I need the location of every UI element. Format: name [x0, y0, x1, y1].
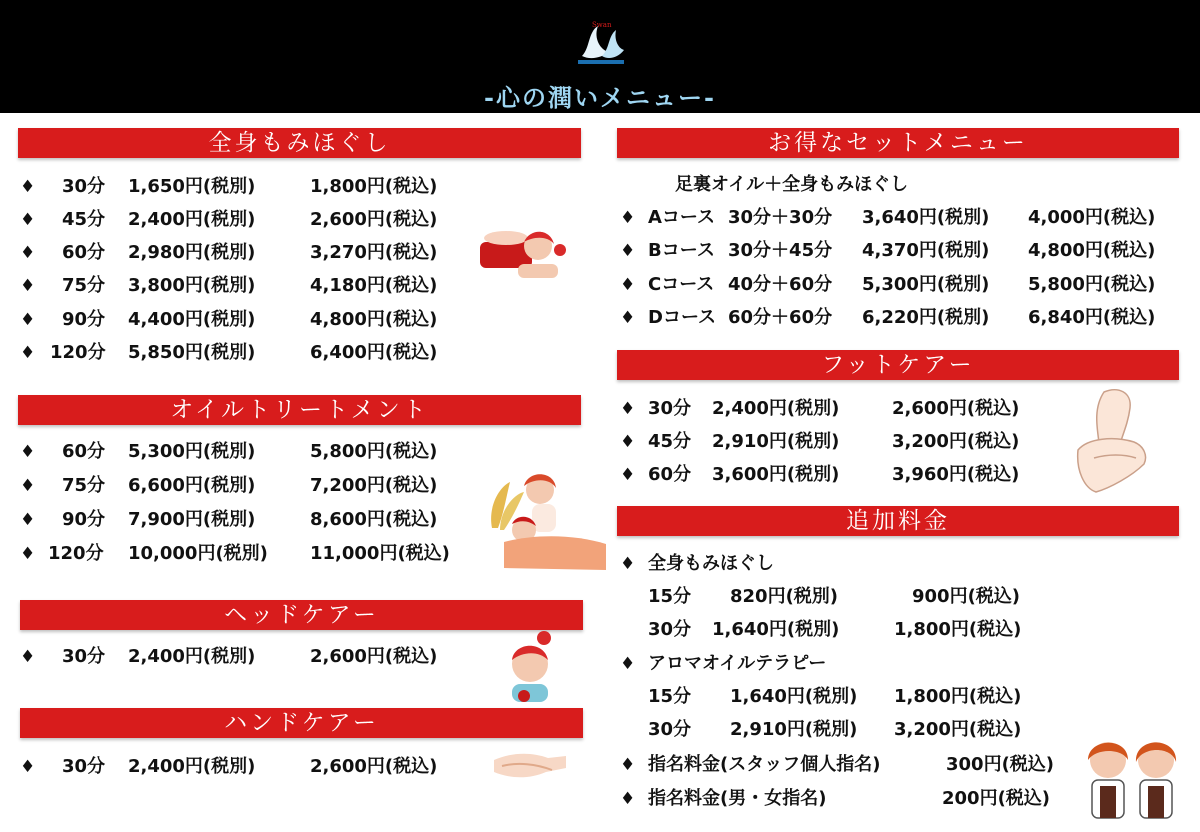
price-in-tax: 3,200円(税込) — [894, 719, 1022, 740]
price-in-tax: 7,200円(税込) — [310, 475, 438, 496]
extra-label: アロマオイルテラピー — [648, 653, 827, 674]
price-ex-tax: 2,400円(税別) — [712, 398, 840, 419]
price-ex-tax: 10,000円(税別) — [128, 543, 268, 564]
price-ex-tax: 2,400円(税別) — [128, 646, 256, 667]
bullet: ♦ — [20, 442, 36, 462]
price-ex-tax: 5,300円(税別) — [862, 274, 990, 295]
price-ex-tax: 2,980円(税別) — [128, 242, 256, 263]
bullet: ♦ — [20, 243, 36, 263]
price-in-tax: 3,960円(税込) — [892, 464, 1020, 485]
price-ex-tax: 2,400円(税別) — [128, 209, 256, 230]
nomination-label: 指名料金(スタッフ個人指名) — [648, 754, 881, 775]
price-in-tax: 5,800円(税込) — [310, 441, 438, 462]
bullet: ♦ — [620, 241, 636, 261]
logo-text: Swan — [592, 21, 612, 29]
duration: 120分 — [48, 543, 104, 564]
bullet: ♦ — [620, 308, 636, 328]
bullet: ♦ — [20, 343, 36, 363]
course-name: Dコース — [648, 307, 717, 328]
duration: 30分 — [62, 176, 106, 197]
duration: 60分 — [62, 242, 106, 263]
section-title-set-menu: お得なセットメニュー — [617, 128, 1179, 158]
header — [0, 0, 1200, 113]
price-in-tax: 2,600円(税込) — [310, 646, 438, 667]
price-in-tax: 4,000円(税込) — [1028, 207, 1156, 228]
head-care-illustration-icon — [500, 630, 562, 702]
bullet: ♦ — [20, 510, 36, 530]
duration: 30分＋30分 — [728, 207, 833, 228]
course-name: Bコース — [648, 240, 715, 261]
section-title-extra-fees: 追加料金 — [617, 506, 1179, 536]
bullet: ♦ — [620, 399, 636, 419]
nomination-price: 200円(税込) — [942, 788, 1051, 809]
price-in-tax: 6,840円(税込) — [1028, 307, 1156, 328]
price-ex-tax: 1,640円(税別) — [730, 686, 858, 707]
swan-logo-icon — [572, 18, 628, 68]
price-in-tax: 2,600円(税込) — [310, 209, 438, 230]
price-in-tax: 3,270円(税込) — [310, 242, 438, 263]
bullet: ♦ — [20, 276, 36, 296]
price-ex-tax: 2,910円(税別) — [730, 719, 858, 740]
price-ex-tax: 3,600円(税別) — [712, 464, 840, 485]
oil-treatment-illustration-icon — [484, 468, 608, 572]
price-in-tax: 900円(税込) — [912, 586, 1021, 607]
duration: 45分 — [62, 209, 106, 230]
price-ex-tax: 3,800円(税別) — [128, 275, 256, 296]
bullet: ♦ — [20, 757, 36, 777]
bullet: ♦ — [620, 654, 636, 674]
price-in-tax: 2,600円(税込) — [310, 756, 438, 777]
course-name: Cコース — [648, 274, 715, 295]
price-ex-tax: 1,640円(税別) — [712, 619, 840, 640]
price-ex-tax: 5,300円(税別) — [128, 441, 256, 462]
price-in-tax: 1,800円(税込) — [894, 686, 1022, 707]
bullet: ♦ — [20, 210, 36, 230]
price-ex-tax: 2,910円(税別) — [712, 431, 840, 452]
price-in-tax: 4,180円(税込) — [310, 275, 438, 296]
bullet: ♦ — [620, 554, 636, 574]
price-ex-tax: 6,600円(税別) — [128, 475, 256, 496]
price-ex-tax: 5,850円(税別) — [128, 342, 256, 363]
foot-care-illustration-icon — [1074, 384, 1150, 496]
duration: 60分＋60分 — [728, 307, 833, 328]
duration: 30分＋45分 — [728, 240, 833, 261]
duration: 75分 — [62, 475, 106, 496]
duration: 45分 — [648, 431, 692, 452]
price-in-tax: 4,800円(税込) — [1028, 240, 1156, 261]
massage-illustration-icon — [478, 220, 570, 282]
bullet: ♦ — [20, 544, 36, 564]
bullet: ♦ — [620, 789, 636, 809]
bullet: ♦ — [20, 177, 36, 197]
hand-care-illustration-icon — [492, 746, 570, 784]
duration: 30分 — [648, 719, 692, 740]
duration: 30分 — [62, 646, 106, 667]
nomination-label: 指名料金(男・女指名) — [648, 788, 827, 809]
menu-subtitle: -心の潤いメニュー- — [484, 83, 716, 112]
duration: 40分＋60分 — [728, 274, 833, 295]
price-in-tax: 6,400円(税込) — [310, 342, 438, 363]
duration: 30分 — [648, 398, 692, 419]
duration: 60分 — [648, 464, 692, 485]
section-title-foot-care: フットケアー — [617, 350, 1179, 380]
price-in-tax: 1,800円(税込) — [894, 619, 1022, 640]
price-in-tax: 2,600円(税込) — [892, 398, 1020, 419]
bullet: ♦ — [20, 476, 36, 496]
price-in-tax: 1,800円(税込) — [310, 176, 438, 197]
price-ex-tax: 6,220円(税別) — [862, 307, 990, 328]
nomination-price: 300円(税込) — [946, 754, 1055, 775]
price-in-tax: 4,800円(税込) — [310, 309, 438, 330]
price-in-tax: 3,200円(税込) — [892, 431, 1020, 452]
bullet: ♦ — [20, 647, 36, 667]
price-ex-tax: 4,370円(税別) — [862, 240, 990, 261]
section-title-hand-care: ハンドケアー — [20, 708, 583, 738]
bullet: ♦ — [620, 755, 636, 775]
bullet: ♦ — [620, 208, 636, 228]
price-in-tax: 8,600円(税込) — [310, 509, 438, 530]
duration: 30分 — [62, 756, 106, 777]
duration: 90分 — [62, 509, 106, 530]
staff-illustration-icon — [1080, 730, 1184, 820]
duration: 15分 — [648, 686, 692, 707]
section-title-head-care: ヘッドケアー — [20, 600, 583, 630]
bullet: ♦ — [20, 310, 36, 330]
bullet: ♦ — [620, 275, 636, 295]
extra-label: 全身もみほぐし — [648, 553, 774, 574]
section-title-oil-treatment: オイルトリートメント — [18, 395, 581, 425]
price-ex-tax: 3,640円(税別) — [862, 207, 990, 228]
price-ex-tax: 2,400円(税別) — [128, 756, 256, 777]
duration: 15分 — [648, 586, 692, 607]
price-ex-tax: 7,900円(税別) — [128, 509, 256, 530]
course-name: Aコース — [648, 207, 716, 228]
price-ex-tax: 4,400円(税別) — [128, 309, 256, 330]
duration: 75分 — [62, 275, 106, 296]
price-ex-tax: 820円(税別) — [730, 586, 839, 607]
set-menu-note: 足裏オイル＋全身もみほぐし — [675, 174, 909, 195]
duration: 90分 — [62, 309, 106, 330]
duration: 120分 — [50, 342, 106, 363]
duration: 60分 — [62, 441, 106, 462]
bullet: ♦ — [620, 465, 636, 485]
price-in-tax: 5,800円(税込) — [1028, 274, 1156, 295]
section-title-full-body: 全身もみほぐし — [18, 128, 581, 158]
price-ex-tax: 1,650円(税別) — [128, 176, 256, 197]
price-in-tax: 11,000円(税込) — [310, 543, 450, 564]
duration: 30分 — [648, 619, 692, 640]
bullet: ♦ — [620, 432, 636, 452]
